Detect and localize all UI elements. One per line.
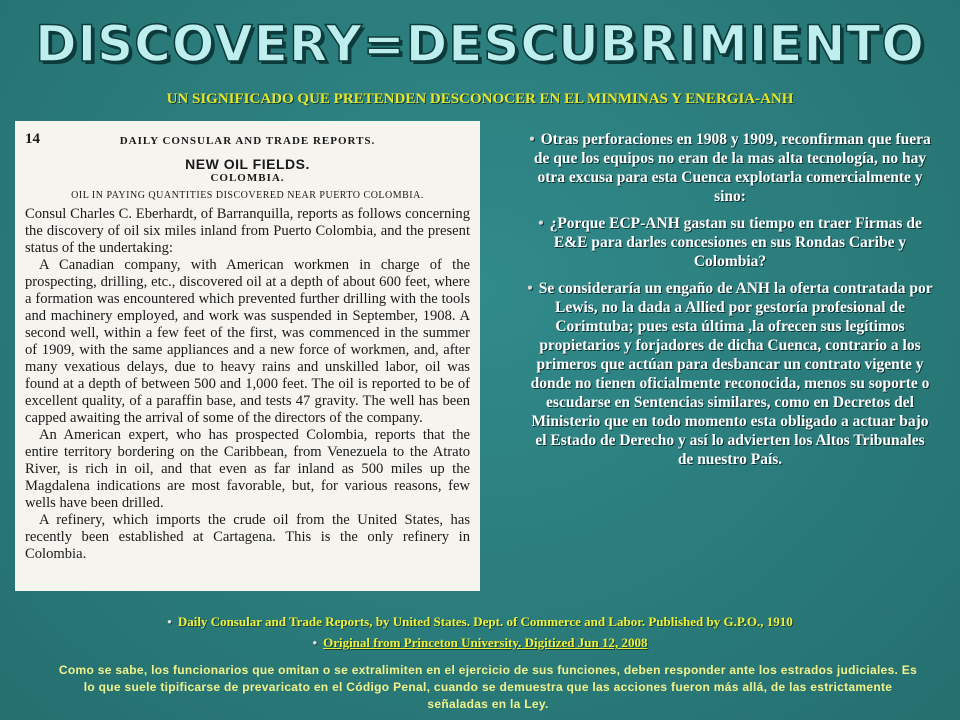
reference-item xyxy=(40,614,920,630)
bullet-icon: • xyxy=(312,635,318,650)
document-paragraph: A Canadian company, with American workmen in charge of the prospecting, drilling, etc., discovered oil at a depth of about 600 feet, where a formation was encountered which prevented further drilling with the tools and machinery employed, and work was suspended in September, 1908. A second well, within a few feet of the first, was commenced in the summer of 1909, with the same appliances and a new force of workmen, and, after many vexatious delays, due to heavy rains and unskilled labor, oil was found at a depth of between 500 and 1,000 feet. The oil is reported to be of excellent quality, of a paraffin base, and tests 47 gravity. The well has been capped awaiting the arrival of some of the directors of the company. xyxy=(25,257,470,426)
document-paragraph: An American expert, who has prospected Colombia, reports that the entire territory bordering on the Caribbean, from Venezuela to the Atrato River, is rich in oil, and that even as far inland as 500 miles up the Magdalena indications are most favorable, but, for various reasons, few wells have been drilled. xyxy=(25,427,470,511)
references xyxy=(40,614,920,656)
bullet-icon: • xyxy=(527,280,533,297)
slide-title: DISCOVERY=DESCUBRIMIENTO xyxy=(35,15,925,73)
document-body xyxy=(25,206,470,563)
bullet-text: ¿Porque ECP-ANH gastan su tiempo en traer Firmas de E&E para darles concesiones en sus Rondas Caribe y Colombia? xyxy=(549,215,922,270)
bullet-item xyxy=(520,279,940,469)
bullet-item xyxy=(520,214,940,271)
footer-note: Como se sabe, los funcionarios que omitan o se extralimiten en el ejercicio de sus funciones, deben responder ante los estrados judiciales. Es lo que suele tipificarse de prevaricato en el Código Penal, cuando se demuestra que las acciones fueron más allá, de las estrictamente señaladas en la Ley. xyxy=(58,663,918,711)
document-paragraph: Consul Charles C. Eberhardt, of Barranquilla, reports as follows concerning the discovery of oil six miles inland from Puerto Colombia, and the present status of the undertaking: xyxy=(25,206,470,256)
scanned-document-image xyxy=(15,121,480,591)
reference-item xyxy=(40,635,920,651)
bullet-item xyxy=(520,130,940,206)
bullet-text: Se consideraría un engaño de ANH la oferta contratada por Lewis, no la dada a Allied por gestoría profesional de Corimtuba; pues esta última ,la ofrecen sus legítimos propietarios y forjadores de dicha Cuenca, contrario a los primeros que actúan para desbancar un contrato vigente y donde no tienen oficialmente reconocida, menos su soporte o escudarse en Sentencias similares, como en Decretos del Ministerio que en todo momento esta obligado a actuar bajo el Estado de Derecho y así lo advierten los Altos Tribunales de nuestro País. xyxy=(530,280,933,468)
bullet-icon: • xyxy=(529,131,535,148)
document-heading: NEW OIL FIELDS. xyxy=(185,156,310,172)
bullet-list xyxy=(520,130,940,477)
document-subheading: OIL IN PAYING QUANTITIES DISCOVERED NEAR PUERTO COLOMBIA. xyxy=(71,190,424,201)
document-header: DAILY CONSULAR AND TRADE REPORTS. xyxy=(119,135,376,147)
bullet-text: Otras perforaciones en 1908 y 1909, reconfirman que fuera de que los equipos no eran de la mas alta tecnología, no hay otra excusa para esta Cuenca explotarla comercialmente y sino: xyxy=(533,131,931,205)
document-paragraph: A refinery, which imports the crude oil from the United States, has recently been established at Cartagena. This is the only refinery in Colombia. xyxy=(25,512,470,562)
page-number: 14 xyxy=(25,131,40,147)
reference-text: Daily Consular and Trade Reports, by United States. Dept. of Commerce and Labor. Published by G.P.O., 1910 xyxy=(177,614,793,629)
document-country: COLOMBIA. xyxy=(210,172,285,184)
bullet-icon: • xyxy=(167,614,172,629)
slide-subtitle: UN SIGNIFICADO QUE PRETENDEN DESCONOCER EN EL MINMINAS Y ENERGIA-ANH xyxy=(166,91,794,107)
bullet-icon: • xyxy=(538,215,544,232)
reference-text: Original from Princeton University. Digitized Jun 12, 2008 xyxy=(323,635,648,650)
